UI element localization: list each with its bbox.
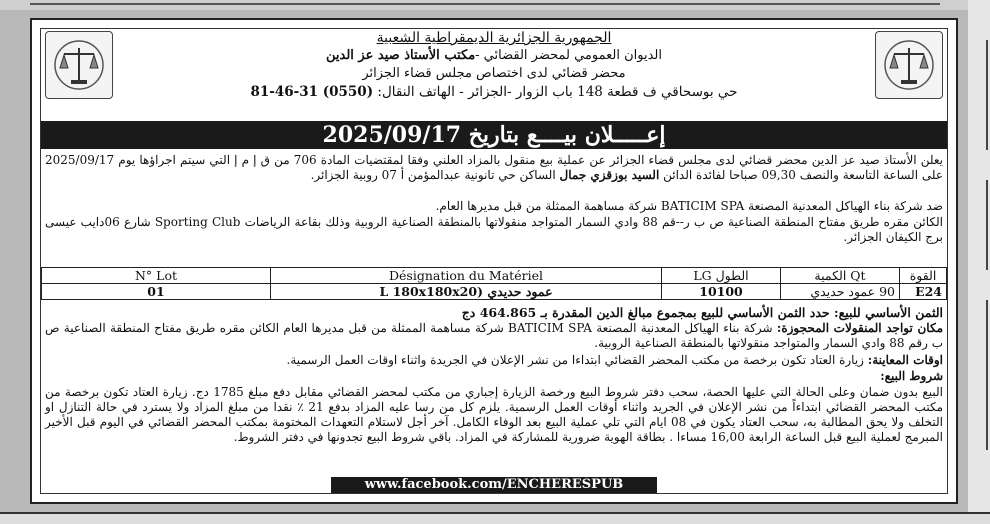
- phone-number: 81-46-31 (0550): [250, 84, 374, 100]
- bottom-border-strip: [0, 512, 990, 524]
- cell-designation: عمود حديدي (L 180x180x20: [271, 284, 662, 300]
- viewing-paragraph: اوقات المعاينة: زيارة العتاد تكون برخصة من مكتب المحضر القضائي ابتداءا من نشر الإعلان في الجريدة واثناء اوقات العمل الرسمية.: [286, 353, 943, 367]
- col-qty: Qt الكمية: [781, 268, 900, 284]
- sale-date: 2025/09/17: [322, 122, 462, 148]
- republic-title: الجمهورية الجزائرية الديمقراطية الشعبية: [376, 30, 612, 46]
- table-row: [42, 284, 947, 300]
- cell-qty: 90 عمود حديدي: [781, 284, 900, 300]
- announcement-frame: [30, 18, 958, 504]
- office-header: [131, 29, 857, 101]
- conditions-paragraph: البيع بدون ضمان وعلى الحالة التي عليها الحصة، سحب دفتر شروط البيع ورخصة الزيارة إجباري من مكتب لمحضر القضائي مقابل دفع مبلغ 1785 دج. زيارة العتاد تكون برخصة من مكتب المحضر القضائي ابتداءاً من نشر الإعلان في الجريد واثناء أوقات العمل الرسمية. يلزم كل من رسا عليه المزاد بدفع 21 ٪ نقدا من مبلغ المزاد ولا يسترد في حالة التنازل او التخلف ولا يحق المطالبة به، سحب العتاد يكون في 08 ايام التي تلي عملية البيع بعد الوفاء الكامل. آخر أجل لاستلام التعهدات المختومة بمكتب المحضر القضائي في اليوم قبل الأخير المبرمج لعملية البيع قبل الساعة الرابعة 16,00 مساءا . بطاقة الهوية ضرورية للمشاركة في المزاد. باقي شروط البيع تجدونها في دفتر الشروط.: [45, 385, 944, 444]
- announcement-body: [40, 28, 948, 494]
- sale-announcement-banner: إعـــــلان بيــــع بتاريخ 2025/09/17: [41, 121, 947, 149]
- cell-length: 10100: [662, 284, 781, 300]
- office-name: الديوان العمومي لمحضر القضائي -مكتب الأستاذ صيد عز الدين: [326, 48, 662, 63]
- col-length: الطول LG: [662, 268, 781, 284]
- intro-paragraph: يعلن الأستاذ صيد عز الدين محضر قضائي لدى مجلس قضاء الجزائر عن عملية بيع منقول بالمزاد العلني وفقا لمقتضيات المادة 706 من ق إ م إ التي سيتم اجراؤها يوم 2025/09/17 على الساعة التاسعة والنصف 09,30 صباحا لفائدة الدائن السيد بوزقزي جمال الساكن حي تانونية عبدالمؤمن أ 07 روبية الجزائر.: [45, 153, 943, 182]
- table-header-row: [42, 268, 947, 284]
- location-paragraph: مكان تواجد المنقولات المحجوزة: شركة بناء الهياكل المعدنية المصنعة BATICIM SPA شركة مساهمة الممثلة من قبل مديرها العام الكائن مقره طريق مفتاح المنطقة الصناعية ص ب رقم 88 وادي السمار والمتواجد منقولاتها بالمنطقة الصناعية الروبية.: [45, 321, 943, 350]
- jurisdiction-line: محضر قضائي لدى اختصاص مجلس قضاء الجزائر: [362, 66, 626, 81]
- lots-table: [41, 267, 947, 300]
- scales-of-justice-icon: [875, 31, 943, 99]
- right-margin-strip: [968, 0, 990, 522]
- col-designation: Désignation du Matériel: [271, 268, 662, 284]
- address-line: حي بوسحاقي ف قطعة 148 باب الزوار -الجزائر - الهاتف النقال: 81-46-31 (0550): [250, 84, 738, 100]
- scales-of-justice-icon: [45, 31, 113, 99]
- base-price: الثمن الأساسي للبيع: حدد الثمن الأساسي للبيع بمجموع مبالغ الدين المقدرة بـ 464.865 دج: [461, 305, 943, 320]
- cell-force: E24: [900, 284, 947, 300]
- creditor-name: السيد بوزقزي جمال: [559, 168, 660, 182]
- debtor-paragraph: ضد شركة بناء الهياكل المعدنية المصنعة BATICIM SPA شركة مساهمة الممثلة من قبل مديرها العام.: [435, 199, 943, 213]
- facebook-link[interactable]: www.facebook.com/ENCHERESPUB: [331, 477, 657, 493]
- venue-paragraph: الكائن مقره طريق مفتاح المنطقة الصناعية ص ب ر--قم 88 وادي السمار المتواجد منقولاتها بالمنطقة الصناعية الروبية وذلك بقاعة الرياضات Sporting Club شارع 06دايب عيسى برج الكيفان الجزائر.: [45, 215, 943, 244]
- conditions-label: شروط البيع:: [880, 369, 943, 383]
- col-lot: N° Lot: [42, 268, 271, 284]
- cell-lot: 01: [42, 284, 271, 300]
- col-force: القوة: [900, 268, 947, 284]
- top-border-strip: [0, 0, 990, 10]
